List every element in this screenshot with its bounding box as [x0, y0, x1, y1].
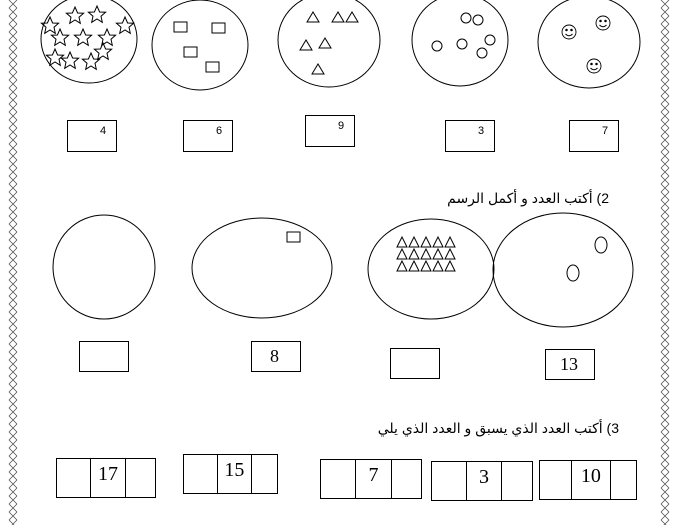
sequence-5-number: 10	[572, 461, 610, 499]
oval-triangles	[368, 219, 494, 319]
sequence-3	[320, 459, 422, 499]
sequence-4	[431, 461, 533, 501]
oval-circles	[493, 213, 633, 327]
sequence-1	[56, 458, 156, 498]
triangle-icon	[300, 12, 358, 74]
answer-box-2[interactable]	[183, 120, 233, 152]
square-icon	[287, 232, 300, 242]
section2-box-4[interactable]	[545, 349, 595, 380]
triangle-icon	[397, 237, 455, 247]
oval-one-square	[192, 218, 332, 318]
sequence-4-after[interactable]	[502, 462, 532, 500]
sequence-1-after[interactable]	[126, 459, 155, 497]
circle-stars	[41, 0, 137, 83]
sequence-2-number: 15	[218, 455, 251, 493]
section1-circles	[0, 0, 679, 110]
answer-box-2-value: 6	[216, 125, 223, 137]
section2-box-2[interactable]	[251, 341, 301, 372]
sequence-3-number: 7	[356, 460, 391, 498]
answer-box-1-value: 4	[100, 125, 107, 137]
sequence-2-after[interactable]	[252, 455, 277, 493]
star-icon	[41, 6, 133, 69]
circle-icon	[567, 237, 607, 281]
section2-box-3[interactable]	[390, 348, 440, 379]
sequence-2-before[interactable]	[184, 455, 218, 493]
sequence-5-after[interactable]	[611, 461, 636, 499]
circle-triangles	[278, 0, 380, 87]
circle-smileys	[538, 0, 640, 88]
answer-box-4-value: 3	[478, 125, 485, 137]
sequence-2	[183, 454, 278, 494]
sequence-3-after[interactable]	[392, 460, 421, 498]
smiley-icon	[562, 16, 610, 73]
sequence-4-before[interactable]	[432, 462, 467, 500]
sequence-5-before[interactable]	[540, 461, 572, 499]
sequence-1-number: 17	[91, 459, 125, 497]
section2-box-2-value: 8	[270, 346, 279, 366]
sequence-5	[539, 460, 637, 500]
section2-circles	[0, 205, 679, 335]
section2-box-1[interactable]	[79, 341, 129, 372]
section2-title: 2) أكتب العدد و أكمل الرسم	[447, 190, 609, 206]
sequence-4-number: 3	[467, 462, 501, 500]
empty-circle	[53, 215, 155, 319]
sequence-1-before[interactable]	[57, 459, 91, 497]
section3-title: 3) أكتب العدد الذي يسبق و العدد الذي يلي	[377, 420, 619, 436]
answer-box-5[interactable]	[569, 120, 619, 152]
circle-circles	[412, 0, 508, 86]
section2-box-4-value: 13	[560, 354, 578, 374]
answer-box-5-value: 7	[602, 125, 609, 137]
answer-box-1[interactable]	[67, 120, 117, 152]
answer-box-3-value: 9	[338, 120, 345, 132]
answer-box-4[interactable]	[445, 120, 495, 152]
square-icon	[174, 22, 225, 72]
answer-box-3[interactable]	[305, 115, 355, 147]
circle-icon	[432, 13, 495, 58]
circle-squares	[152, 0, 248, 90]
sequence-3-before[interactable]	[321, 460, 356, 498]
